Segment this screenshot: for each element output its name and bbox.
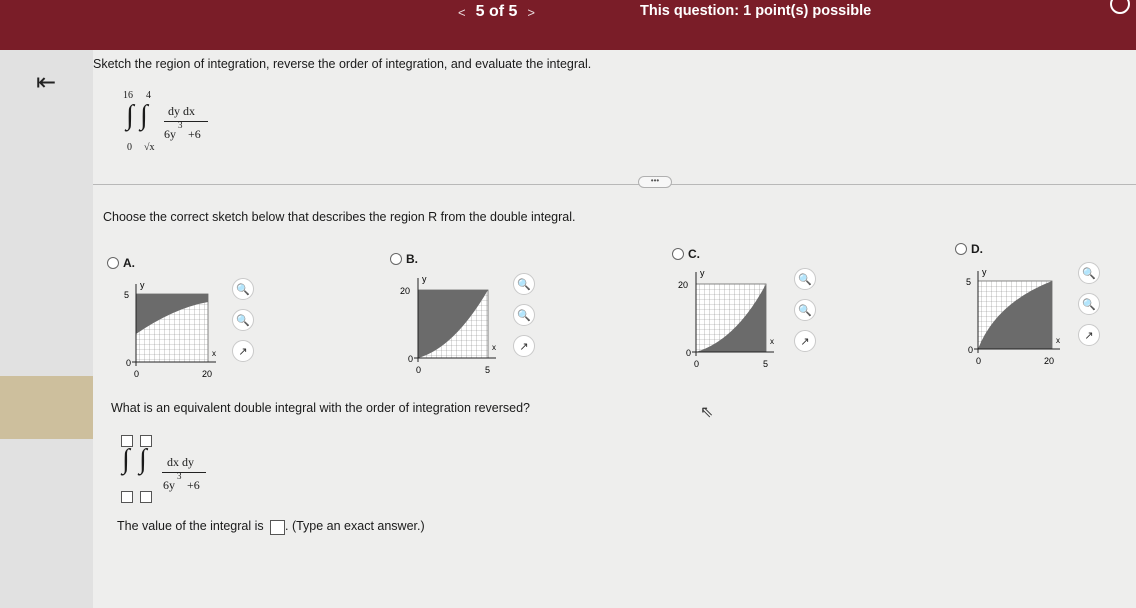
integrand-exponent: 3 bbox=[178, 120, 183, 130]
option-d-y-origin: 0 bbox=[968, 345, 974, 355]
option-d-label: D. bbox=[971, 242, 983, 256]
outer-integral-sign-reversed: ∫ bbox=[122, 444, 130, 475]
option-c-label: C. bbox=[688, 247, 700, 261]
option-d-graph bbox=[956, 261, 1066, 369]
reversed-integrand-denominator-tail: +6 bbox=[187, 478, 200, 492]
option-c-graph bbox=[674, 264, 784, 372]
outer-upper-limit: 16 bbox=[123, 90, 133, 101]
option-a-zoom-in-icon[interactable]: 🔍 bbox=[232, 278, 254, 300]
option-a-x-axis-label: x bbox=[212, 349, 216, 358]
option-a-popout-icon[interactable]: ↗ bbox=[232, 340, 254, 362]
left-panel bbox=[0, 50, 93, 608]
question-progress: 5 of 5 bbox=[475, 3, 518, 20]
value-prompt: The value of the integral is bbox=[117, 519, 264, 533]
more-button[interactable]: ••• bbox=[638, 176, 672, 188]
outer-lower-limit: 0 bbox=[127, 142, 132, 153]
option-b-graph bbox=[396, 270, 506, 378]
integrand-numerator: dy dx bbox=[168, 104, 195, 118]
option-a-y-origin: 0 bbox=[126, 358, 132, 368]
option-b-x-tick: 5 bbox=[485, 365, 491, 375]
option-d-zoom-out-icon[interactable]: 🔍 bbox=[1078, 293, 1100, 315]
reversed-integrand-exponent: 3 bbox=[177, 471, 182, 481]
value-suffix: . (Type an exact answer.) bbox=[285, 519, 425, 533]
option-d-y-axis-label: y bbox=[982, 267, 987, 277]
option-c-x-origin: 0 bbox=[694, 359, 700, 369]
section-divider bbox=[93, 184, 1136, 185]
inner-integral-sign-reversed: ∫ bbox=[139, 444, 147, 475]
integrand-denominator: 6y bbox=[164, 127, 176, 141]
integrand-denominator-tail: +6 bbox=[188, 127, 201, 141]
inner-lower-limit: √x bbox=[144, 142, 155, 153]
top-bar bbox=[0, 0, 1136, 50]
option-d-x-axis-label: x bbox=[1056, 336, 1060, 345]
question-nav bbox=[458, 0, 535, 24]
option-b-x-axis-label: x bbox=[492, 343, 496, 352]
choose-sketch-prompt: Choose the correct sketch below that describes the region R from the double integral. bbox=[103, 210, 576, 224]
option-d-zoom-in-icon[interactable]: 🔍 bbox=[1078, 262, 1100, 284]
inner-integral-sign: ∫ bbox=[140, 100, 148, 131]
option-d-x-origin: 0 bbox=[976, 356, 982, 366]
inner-lower-input[interactable] bbox=[140, 491, 152, 503]
option-a-y-tick: 5 bbox=[124, 290, 130, 300]
option-b-label: B. bbox=[406, 252, 418, 266]
option-a-label: A. bbox=[123, 256, 135, 270]
option-b-y-origin: 0 bbox=[408, 354, 414, 364]
left-panel-highlight bbox=[0, 376, 93, 439]
option-d-tools bbox=[1078, 262, 1100, 346]
option-c-y-axis-label: y bbox=[700, 268, 705, 278]
option-c-radio[interactable] bbox=[672, 248, 684, 260]
option-b-x-origin: 0 bbox=[416, 365, 422, 375]
option-b-y-axis-label: y bbox=[422, 274, 427, 284]
option-c-x-tick: 5 bbox=[763, 359, 769, 369]
option-c-zoom-out-icon[interactable]: 🔍 bbox=[794, 299, 816, 321]
option-a-radio[interactable] bbox=[107, 257, 119, 269]
question-prompt: Sketch the region of integration, reverse the order of integration, and evaluate the integral. bbox=[93, 57, 592, 71]
reversed-integrand-denominator: 6y bbox=[163, 478, 175, 492]
option-c-popout-icon[interactable]: ↗ bbox=[794, 330, 816, 352]
fraction-bar bbox=[164, 121, 208, 122]
option-d-y-tick: 5 bbox=[966, 277, 972, 287]
option-a-graph bbox=[114, 274, 224, 382]
option-b-popout-icon[interactable]: ↗ bbox=[513, 335, 535, 357]
option-d-x-tick: 20 bbox=[1044, 356, 1055, 366]
option-b-radio[interactable] bbox=[390, 253, 402, 265]
option-c-y-origin: 0 bbox=[686, 348, 692, 358]
option-c-zoom-in-icon[interactable]: 🔍 bbox=[794, 268, 816, 290]
outer-lower-input[interactable] bbox=[121, 491, 133, 503]
reversed-fraction-bar bbox=[162, 472, 206, 473]
option-c-y-tick: 20 bbox=[678, 280, 689, 290]
option-b-tools bbox=[513, 273, 535, 357]
option-d-radio[interactable] bbox=[955, 243, 967, 255]
outer-integral-sign: ∫ bbox=[126, 100, 134, 131]
collapse-panel-icon[interactable]: ⇤ bbox=[36, 69, 57, 96]
integral-value-input[interactable] bbox=[270, 520, 285, 535]
option-a-x-origin: 0 bbox=[134, 369, 140, 379]
question-points: This question: 1 point(s) possible bbox=[640, 3, 872, 19]
next-question-button[interactable]: > bbox=[527, 4, 535, 20]
option-a-tools bbox=[232, 278, 254, 362]
option-c-tools bbox=[794, 268, 816, 352]
reverse-order-prompt: What is an equivalent double integral with the order of integration reversed? bbox=[111, 401, 531, 415]
option-b-zoom-out-icon[interactable]: 🔍 bbox=[513, 304, 535, 326]
prev-question-button[interactable]: < bbox=[458, 4, 466, 20]
option-b-zoom-in-icon[interactable]: 🔍 bbox=[513, 273, 535, 295]
mouse-cursor-icon: ⇖ bbox=[700, 404, 714, 421]
option-a-x-tick: 20 bbox=[202, 369, 213, 379]
option-c-x-axis-label: x bbox=[770, 337, 774, 346]
reversed-integrand-numerator: dx dy bbox=[167, 455, 194, 469]
option-b-y-tick: 20 bbox=[400, 286, 411, 296]
option-a-y-axis-label: y bbox=[140, 280, 145, 290]
option-d-popout-icon[interactable]: ↗ bbox=[1078, 324, 1100, 346]
option-a-zoom-out-icon[interactable]: 🔍 bbox=[232, 309, 254, 331]
inner-upper-limit: 4 bbox=[146, 90, 151, 101]
